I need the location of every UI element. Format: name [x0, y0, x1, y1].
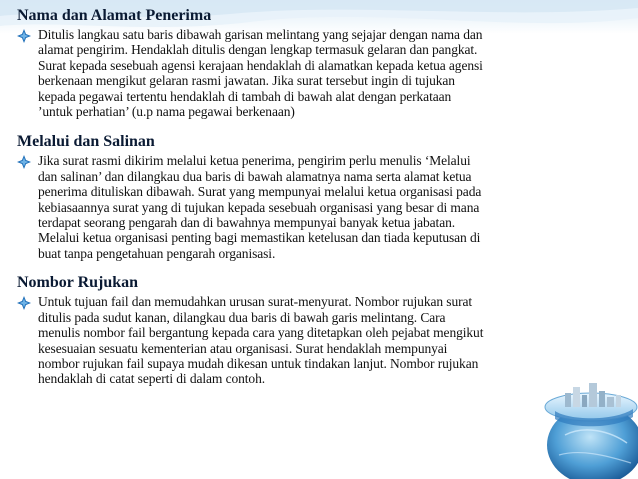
bullet-item: [17, 153, 599, 261]
bullet-item: [17, 294, 599, 386]
section-heading: Nombor Rujukan: [17, 274, 139, 292]
section-text: Untuk tujuan fail dan memudahkan urusan surat-menyurat. Nombor rujukan surat ditulis pada sudut kanan, dilangkau dua baris di bawah garis melintang. Cara menulis nombor fail bergantung kepada cara yang ditetapkan oleh pejabat mengikut kesesuaian sesuatu kementerian atau organisasi. Surat hendaklah mempunyai nombor rujukan fail supaya mudah dikesan untuk tindakan lanjut. Nombor rujukan hendaklah di catat seperti di dalam contoh.: [38, 294, 484, 387]
section-text: Jika surat rasmi dikirim melalui ketua penerima, pengirim perlu menulis ‘Melalui dan salinan’ dan dilangkau dua baris di bawah alamatnya nama serta alamat ketua penerima dituliskan dibawah. Surat yang mempunyai melalui ketua organisasi pada kebiasaannya surat yang di tujukan kepada sesebuah organisasi yang besar di mana terdapat seorang pengarah dan di bawahnya mempunyai banyak ketua jabatan. Melalui ketua organisasi penting bagi memastikan ketelusan dan tiada keputusan di buat tanpa pengetahuan pengarah organisasi.: [38, 153, 482, 261]
section-melalui-dan-salinan: [17, 132, 599, 261]
diamond-bullet-icon: [17, 153, 38, 169]
section-nombor-rujukan: [17, 273, 599, 386]
globe-city-icon: [535, 365, 638, 479]
diamond-bullet-icon: [17, 27, 38, 43]
section-nama-dan-alamat-penerima: [17, 6, 599, 119]
section-text: Ditulis langkau satu baris dibawah garisan melintang yang sejajar dengan nama dan alamat pengirim. Hendaklah ditulis dengan lengkap termasuk gelaran dan pangkat. Surat kepada sesebuah agensi kerajaan hendaklah di alamatkan kepada ketua agensi berkenaan mengikut gelaran rasmi jawatan. Jika surat tersebut ingin di tujukan kepada pegawai tertentu hendaklah di tambah di bawah alat dengan perkataan ’untuk perhatian’ (u.p nama pegawai berkenaan): [38, 27, 483, 120]
slide-content: [17, 6, 599, 387]
diamond-bullet-icon: [17, 294, 38, 310]
section-heading: Melalui dan Salinan: [17, 133, 155, 151]
bullet-item: [17, 27, 599, 119]
section-heading: Nama dan Alamat Penerima: [17, 7, 212, 24]
